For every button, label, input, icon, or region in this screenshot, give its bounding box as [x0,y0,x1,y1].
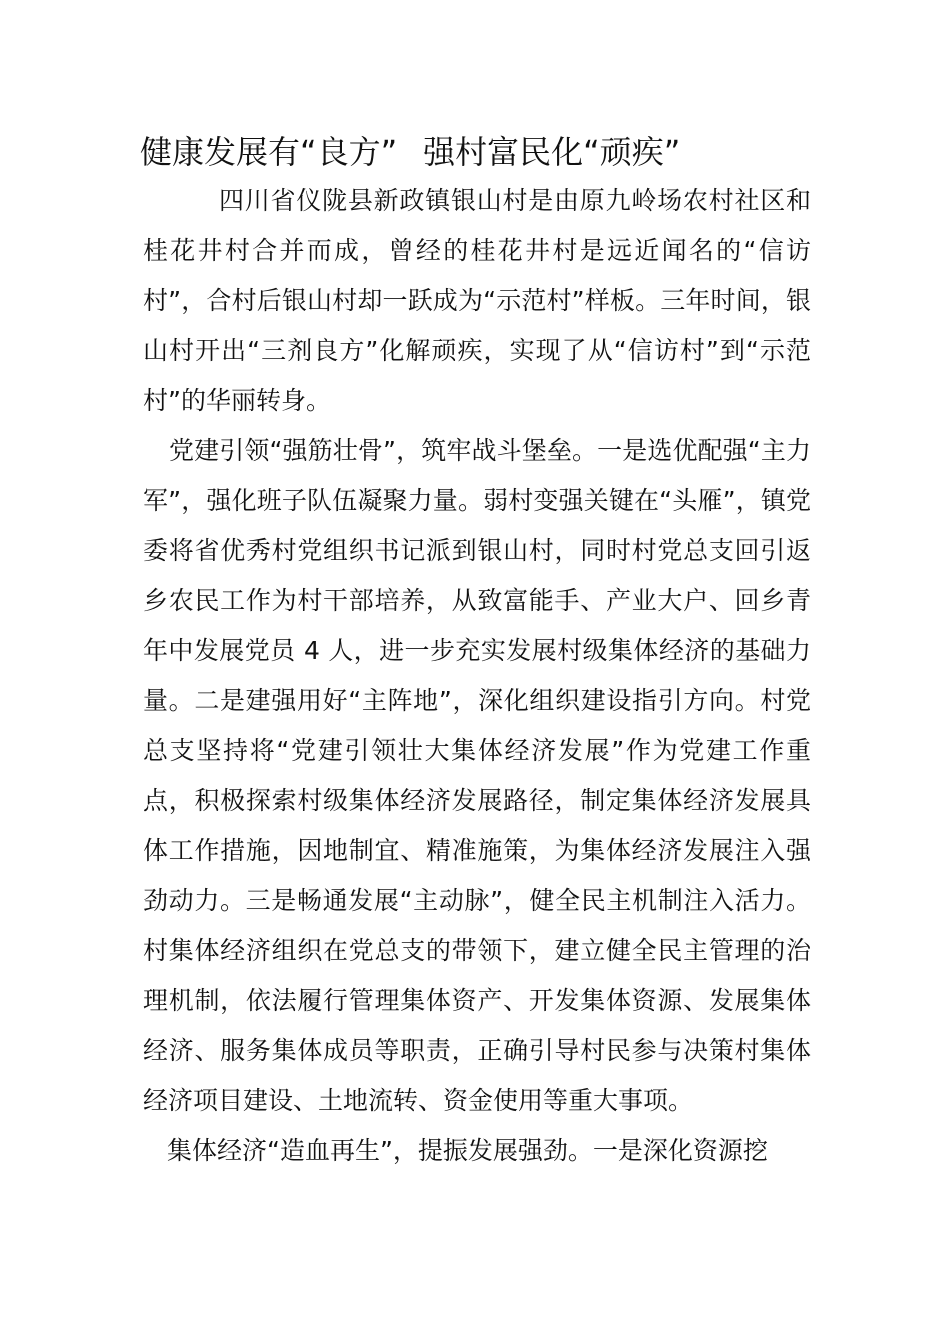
document-body [143,176,811,1176]
title-part-2: 强村富民化“顽疾” [423,133,681,171]
paragraph-collective-economy: 集体经济“造血再生”，提振发展强劲。一是深化资源挖 [167,1136,768,1165]
paragraph-intro: 四川省仪陇县新政镇银山村是由原九岭场农村社区和桂花井村合并而成，曾经的桂花井村是远近闻名的“信访村”，合村后银山村却一跃成为“示范村”样板。三年时间，银山村开出“三剂良方”化解顽疾，实现了从“信访村”到“示范村”的华丽转身。 [143,186,811,415]
document-title [140,128,810,176]
paragraph-party-building: 党建引领“强筋壮骨”，筑牢战斗堡垒。一是选优配强“主力军”，强化班子队伍凝聚力量。弱村变强关键在“头雁”，镇党委将省优秀村党组织书记派到银山村，同时村党总支回引返乡农民工作为村干部培养，从致富能手、产业大户、回乡青年中发展党员 4 人，进一步充实发展村级集体经济的基础力量。二是建强用好“主阵地”，深化组织建设指引方向。村党总支坚持将“党建引领壮大集体经济发展”作为党建工作重点，积极探索村级集体经济发展路径，制定集体经济发展具体工作措施，因地制宜、精准施策，为集体经济发展注入强劲动力。三是畅通发展“主动脉”，健全民主机制注入活力。村集体经济组织在党总支的带领下，建立健全民主管理的治理机制，依法履行管理集体资产、开发集体资源、发展集体经济、服务集体成员等职责，正确引导村民参与决策村集体经济项目建设、土地流转、资金使用等重大事项。 [143,436,811,1115]
title-part-1: 健康发展有“良方” [140,133,398,171]
